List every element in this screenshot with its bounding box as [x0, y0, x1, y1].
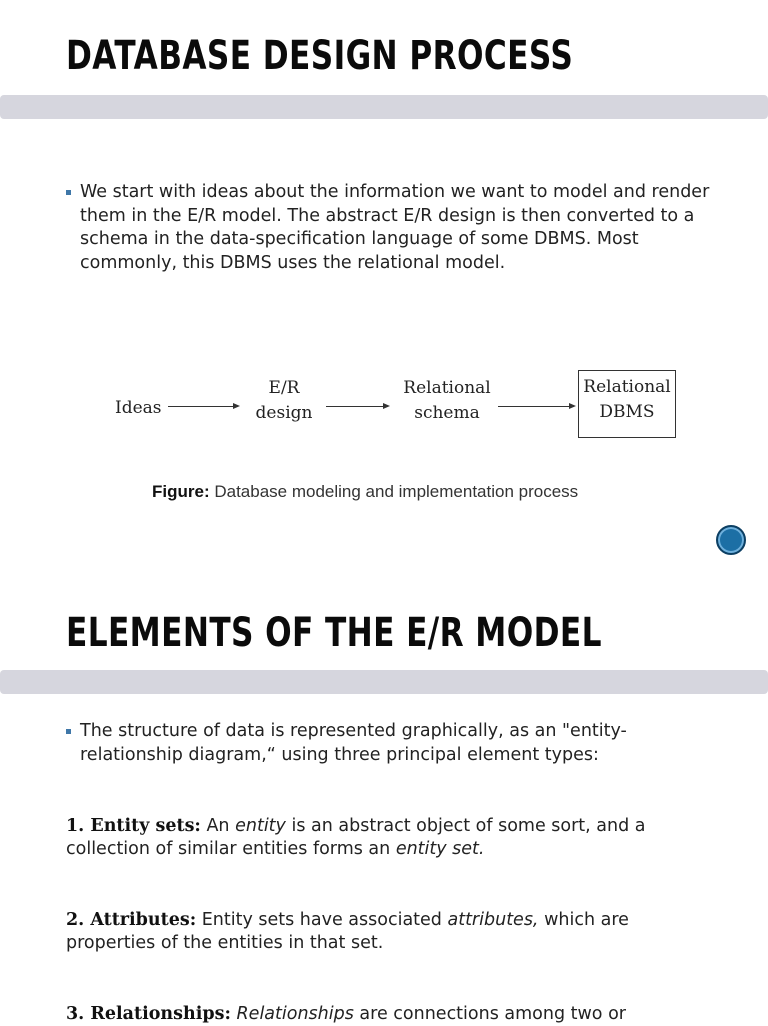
item-italic-term: attributes,	[447, 910, 539, 930]
figure-caption-label: Figure:	[152, 482, 210, 501]
item-italic-term: entity set.	[395, 839, 485, 859]
bullet-paragraph	[66, 181, 716, 275]
figure-caption	[152, 482, 578, 502]
figure-node-rs-line2: schema	[414, 403, 480, 423]
slide-title-database-design-process: DATABASE DESIGN PROCESS	[66, 33, 574, 79]
element-item-entity-sets	[66, 815, 716, 861]
title-divider-bar	[0, 670, 768, 694]
bullet-marker-icon	[66, 190, 71, 195]
element-item-attributes	[66, 909, 716, 955]
item-heading: 2. Attributes:	[66, 910, 197, 930]
item-italic-term: Relationships	[236, 1004, 354, 1024]
arrow-right-icon	[326, 406, 388, 407]
bullet-marker-icon	[66, 729, 71, 734]
arrow-right-icon	[498, 406, 574, 407]
figure-caption-text: Database modeling and implementation process	[214, 482, 579, 501]
design-process-figure	[0, 360, 768, 450]
item-text: are connections among two or	[353, 1004, 626, 1024]
bullet-text: The structure of data is represented graphically, as an "entity-relationship diagram,“ using three principal element types:	[80, 721, 627, 765]
figure-node-dbms-line1: Relational	[583, 377, 671, 397]
element-item-relationships	[66, 1003, 716, 1026]
figure-node-er-line2: design	[255, 403, 313, 423]
figure-node-relational-schema	[400, 376, 494, 426]
bullet-paragraph	[66, 720, 716, 767]
figure-node-relational-dbms	[578, 370, 676, 438]
item-text: is an abstract object of some sort, and a collection of similar entities forms an	[66, 816, 646, 859]
item-text: An	[200, 816, 236, 836]
item-text: Entity sets have associated	[196, 910, 448, 930]
slide-title-elements-er-model: ELEMENTS OF THE E/R MODEL	[66, 610, 602, 656]
item-heading: 3. Relationships:	[66, 1004, 231, 1024]
item-text: which are properties of the entities in that set.	[66, 910, 629, 953]
figure-node-dbms-line2: DBMS	[599, 402, 655, 422]
figure-node-er-line1: E/R	[268, 378, 300, 398]
item-heading: 1. Entity sets:	[66, 816, 201, 836]
bullet-text: We start with ideas about the information we want to model and render them in the E/R model. The abstract E/R design is then converted to a schema in the data-specification language of some DBMS. Most commonly, this DBMS uses the relational model.	[80, 182, 710, 273]
figure-node-rs-line1: Relational	[403, 378, 491, 398]
figure-node-ideas: Ideas	[115, 398, 162, 418]
figure-node-er-design	[254, 376, 314, 426]
item-italic-term: entity	[235, 816, 286, 836]
arrow-right-icon	[168, 406, 238, 407]
slide-nav-circle-icon[interactable]	[716, 525, 746, 555]
title-divider-bar	[0, 95, 768, 119]
